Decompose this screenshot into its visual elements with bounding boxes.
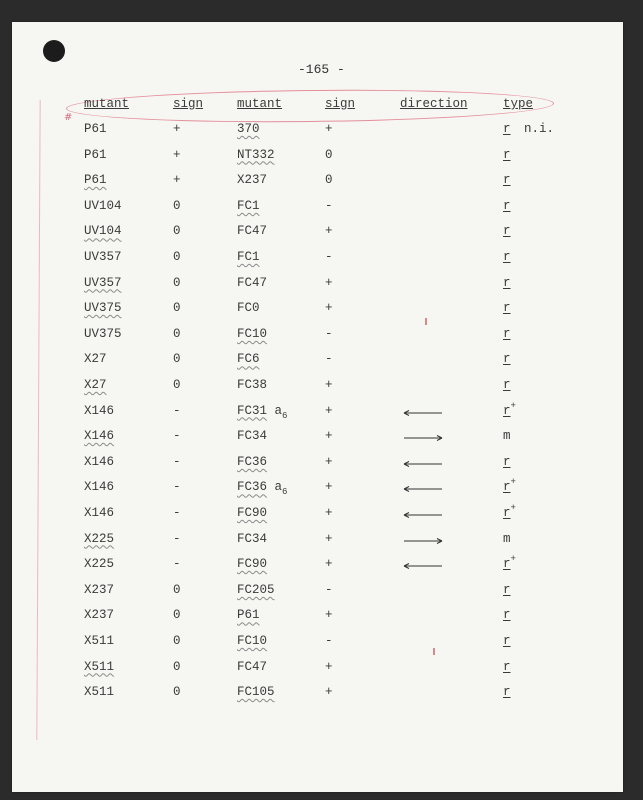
type-text: r — [503, 608, 511, 623]
type-text: r — [503, 173, 511, 188]
sign-1-cell: 0 — [173, 352, 181, 367]
sign-2-cell: + — [325, 275, 333, 290]
header-mutant-1: mutant — [84, 97, 130, 111]
sign-2-cell: - — [325, 634, 333, 648]
type-text: r — [503, 352, 511, 367]
sign-2-cell: + — [325, 531, 333, 546]
mutant-2-cell — [237, 378, 267, 392]
mutant-1-cell: UV375 — [84, 326, 122, 341]
mutant-1-cell: UV375 — [84, 301, 122, 316]
mutant-2-text: 370 — [237, 122, 260, 136]
arrow-left-icon — [403, 563, 443, 569]
mutant-1-cell: X27 — [84, 352, 107, 367]
sign-1-cell: - — [173, 429, 181, 444]
mutant-2-text: FC34 — [237, 429, 268, 444]
sign-2-cell: 0 — [325, 173, 333, 188]
table-row — [0, 685, 643, 705]
mutant-2-cell — [237, 583, 275, 597]
arrow-left-icon — [403, 410, 443, 416]
mutant-2-text: FC6 — [237, 352, 260, 367]
type-text: m — [503, 429, 511, 444]
row-note: n.i. — [524, 122, 555, 136]
table-row — [0, 148, 643, 168]
mutant-1-cell: X146 — [84, 429, 115, 444]
sign-1-cell: 0 — [173, 275, 181, 290]
margin-annotation: # — [64, 112, 73, 123]
mutant-1-cell: X27 — [84, 378, 107, 392]
type-cell — [503, 224, 511, 238]
type-text: r — [503, 275, 511, 290]
sign-1-cell: - — [173, 531, 181, 546]
mutant-2-cell — [237, 557, 267, 571]
mutant-2-cell — [237, 250, 260, 264]
sign-1-cell: - — [173, 557, 181, 572]
sign-1-cell: 0 — [173, 326, 181, 341]
mutant-1-cell: UV357 — [84, 250, 122, 264]
type-text: r — [503, 480, 511, 495]
sign-2-cell: + — [325, 685, 333, 700]
sign-2-cell: + — [325, 403, 333, 418]
sign-1-cell: + — [173, 173, 181, 188]
mutant-1-cell: X237 — [84, 608, 115, 623]
table-row — [0, 352, 643, 372]
mutant-2-text: FC34 — [237, 531, 268, 546]
type-text: r — [503, 122, 511, 136]
mutant-2-text: X237 — [237, 173, 268, 188]
sign-2-cell: - — [325, 582, 333, 597]
sign-1-cell: 0 — [173, 608, 181, 623]
red-mark — [425, 318, 427, 325]
red-mark — [433, 648, 435, 655]
mutant-2-cell — [237, 506, 267, 520]
table-row — [0, 532, 643, 552]
table-row — [0, 224, 643, 244]
table-row — [0, 378, 643, 398]
mutant-2-cell — [237, 532, 267, 546]
table-row — [0, 173, 643, 193]
mutant-1-cell: UV104 — [84, 198, 122, 213]
type-cell — [503, 199, 511, 213]
mutant-2-cell — [237, 660, 267, 674]
type-text: r — [503, 301, 511, 316]
page-number: -165 - — [298, 62, 345, 77]
mutant-1-cell: X511 — [84, 685, 115, 700]
mutant-2-text: FC0 — [237, 301, 260, 316]
type-text: r — [503, 557, 511, 572]
type-text: r — [503, 250, 511, 264]
mutant-1-cell: P61 — [84, 173, 107, 188]
header-type: type — [503, 97, 534, 111]
table-row — [0, 429, 643, 449]
mutant-2-cell — [237, 148, 275, 162]
type-text: r — [503, 454, 511, 469]
sign-2-cell: + — [325, 224, 333, 239]
table-row — [0, 660, 643, 680]
type-cell — [503, 429, 511, 443]
table-row — [0, 477, 643, 500]
mutant-2-cell — [237, 608, 260, 622]
arrow-left-icon — [403, 512, 443, 518]
mutant-2-text: P61 — [237, 608, 260, 623]
table-row — [0, 276, 643, 296]
sign-1-cell: 0 — [173, 250, 181, 264]
table-row — [0, 400, 643, 424]
mutant-1-cell: X511 — [84, 634, 115, 648]
sign-1-cell: 0 — [173, 685, 181, 700]
superscript: + — [510, 554, 516, 565]
punch-hole — [43, 40, 65, 62]
superscript: + — [510, 503, 516, 513]
type-cell — [503, 503, 516, 520]
mutant-2-text: FC105 — [237, 685, 275, 700]
mutant-2-text: FC10 — [237, 326, 268, 341]
table-row — [0, 608, 643, 628]
type-cell — [503, 477, 516, 495]
sign-2-cell: + — [325, 378, 333, 392]
mutant-2-cell — [237, 634, 267, 648]
mutant-1-cell: X146 — [84, 403, 115, 418]
sign-1-cell: - — [173, 506, 181, 520]
mutant-1-cell: UV104 — [84, 224, 122, 239]
table-row — [0, 455, 643, 475]
type-text: r — [503, 147, 511, 162]
mutant-2-text: FC36 — [237, 480, 268, 495]
mutant-2-cell — [237, 199, 260, 213]
type-text: r — [503, 378, 511, 392]
header-sign-1: sign — [173, 97, 204, 111]
mutant-2-cell — [237, 122, 260, 136]
mutant-1-cell: P61 — [84, 122, 107, 136]
sign-2-cell: + — [325, 301, 333, 316]
type-cell — [503, 583, 511, 597]
sign-1-cell: 0 — [173, 198, 181, 213]
type-text: r — [503, 224, 511, 239]
type-cell — [503, 634, 511, 648]
mutant-1-cell: X146 — [84, 454, 115, 469]
sign-1-cell: - — [173, 480, 181, 495]
sign-2-cell: + — [325, 608, 333, 623]
type-text: m — [503, 531, 511, 546]
mutant-2-text: FC47 — [237, 275, 268, 290]
sign-2-cell: + — [325, 659, 333, 674]
type-cell — [503, 400, 516, 418]
type-cell — [503, 378, 511, 392]
mutant-1-cell: X511 — [84, 659, 115, 674]
sign-2-cell: + — [325, 454, 333, 469]
arrow-right-icon — [403, 435, 443, 441]
table-row — [0, 250, 643, 270]
sign-1-cell: 0 — [173, 378, 181, 392]
mutant-2-text: NT332 — [237, 147, 275, 162]
table-row — [0, 503, 643, 526]
type-cell — [503, 276, 511, 290]
mutant-2-text: FC47 — [237, 224, 268, 239]
sign-2-cell: - — [325, 198, 333, 213]
table-row — [0, 554, 643, 577]
table-row — [0, 199, 643, 219]
type-text: r — [503, 582, 511, 597]
sign-1-cell: 0 — [173, 301, 181, 316]
table-row — [0, 583, 643, 603]
subscript: 6 — [282, 487, 288, 498]
superscript: + — [510, 400, 516, 411]
sign-1-cell: - — [173, 403, 181, 418]
type-text: r — [503, 326, 511, 341]
type-text: r — [503, 634, 511, 648]
table-row — [0, 301, 643, 321]
mutant-2-text: FC90 — [237, 506, 268, 520]
sign-2-cell: 0 — [325, 147, 333, 162]
mutant-2-text: FC47 — [237, 659, 268, 674]
arrow-right-icon — [403, 538, 443, 544]
mutant-2-cell: FC31 $a_6$ — [237, 403, 288, 421]
mutant-1-cell: P61 — [84, 147, 107, 162]
type-cell — [503, 352, 511, 366]
mutant-1-cell: X237 — [84, 582, 115, 597]
sign-1-cell: 0 — [173, 659, 181, 674]
header-mutant-2: mutant — [237, 97, 283, 111]
mutant-2-cell — [237, 455, 267, 469]
type-cell — [503, 327, 511, 341]
sign-2-cell: + — [325, 557, 333, 572]
mutant-2-text: FC1 — [237, 198, 260, 213]
type-cell — [503, 455, 511, 469]
type-cell — [503, 122, 511, 136]
mutant-2-text: FC31 — [237, 403, 268, 418]
sign-1-cell: 0 — [173, 634, 181, 648]
mutant-1-cell: X225 — [84, 557, 115, 572]
mutant-1-cell: X146 — [84, 506, 115, 520]
sign-2-cell: + — [325, 506, 333, 520]
mutant-2-text: FC10 — [237, 634, 268, 648]
superscript: + — [510, 477, 516, 488]
type-text: r — [503, 403, 511, 418]
mutant-1-cell: UV357 — [84, 275, 122, 290]
sign-1-cell: 0 — [173, 224, 181, 239]
sign-2-cell: - — [325, 326, 333, 341]
type-cell — [503, 554, 516, 572]
table-row — [0, 122, 643, 142]
mutant-2-cell — [237, 301, 260, 315]
type-text: r — [503, 198, 511, 213]
mutant-2-cell: FC36 $a_6$ — [237, 480, 288, 498]
mutant-2-cell — [237, 429, 267, 443]
header-direction: direction — [400, 97, 468, 111]
type-text: r — [503, 685, 511, 700]
type-cell — [503, 685, 511, 699]
sign-2-cell: + — [325, 122, 333, 136]
mutant-1-cell: X225 — [84, 531, 115, 546]
type-cell — [503, 148, 511, 162]
type-text: r — [503, 659, 511, 674]
mutant-2-cell — [237, 352, 260, 366]
type-cell — [503, 608, 511, 622]
sign-1-cell: + — [173, 147, 181, 162]
mutant-2-cell — [237, 685, 275, 699]
type-cell — [503, 301, 511, 315]
mutant-2-text: FC90 — [237, 557, 268, 572]
sign-2-cell: + — [325, 480, 333, 495]
mutant-2-cell — [237, 276, 267, 290]
type-cell — [503, 250, 511, 264]
table-row — [0, 634, 643, 654]
sign-1-cell: - — [173, 454, 181, 469]
mutant-2-cell — [237, 327, 267, 341]
sign-2-cell: - — [325, 250, 333, 264]
mutant-2-text: FC205 — [237, 582, 275, 597]
type-cell — [503, 173, 511, 187]
table-row — [0, 327, 643, 347]
subscript: 6 — [282, 410, 288, 421]
header-sign-2: sign — [325, 97, 356, 111]
mutant-2-text: FC36 — [237, 454, 268, 469]
sign-1-cell: 0 — [173, 582, 181, 597]
mutant-2-cell — [237, 173, 267, 187]
mutant-1-cell: X146 — [84, 480, 115, 495]
sign-2-cell: - — [325, 352, 333, 367]
type-text: r — [503, 506, 511, 520]
sign-1-cell: + — [173, 122, 181, 136]
mutant-2-cell — [237, 224, 267, 238]
table-header — [0, 97, 643, 117]
type-cell — [503, 660, 511, 674]
arrow-left-icon — [403, 461, 443, 467]
arrow-left-icon — [403, 486, 443, 492]
mutant-2-text: FC38 — [237, 378, 268, 392]
type-cell — [503, 532, 511, 546]
sign-2-cell: + — [325, 429, 333, 444]
mutant-2-text: FC1 — [237, 250, 260, 264]
